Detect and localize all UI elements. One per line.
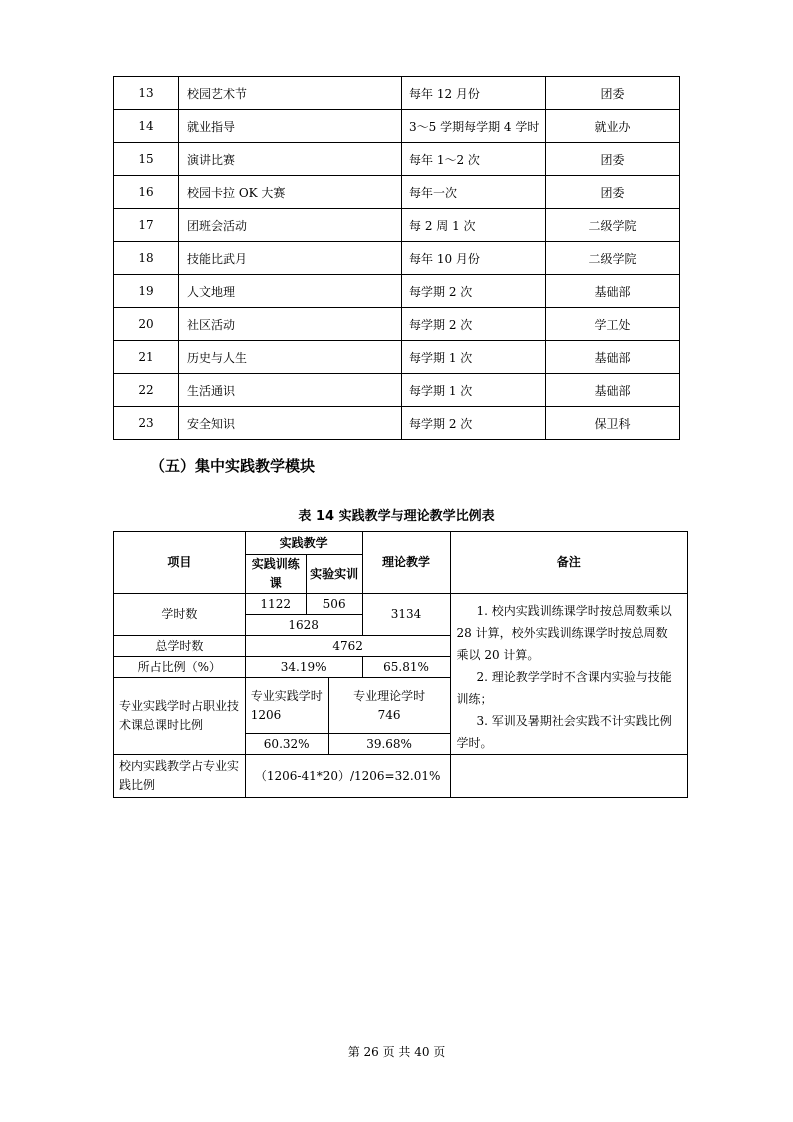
- activity-frequency: 每学期 2 次: [402, 308, 546, 341]
- total-hours: 4762: [245, 636, 450, 657]
- hours-label: 学时数: [114, 594, 246, 636]
- activity-number: 18: [114, 242, 179, 275]
- section-heading: （五）集中实践教学模块: [150, 457, 316, 475]
- activity-number: 13: [114, 77, 179, 110]
- activity-frequency: 每学期 1 次: [402, 341, 546, 374]
- activity-department: 二级学院: [546, 209, 680, 242]
- activity-name: 就业指导: [179, 110, 402, 143]
- header-practice: 实践教学: [245, 532, 362, 555]
- activity-department: 基础部: [546, 341, 680, 374]
- activity-number: 19: [114, 275, 179, 308]
- total-label: 总学时数: [114, 636, 246, 657]
- activity-number: 14: [114, 110, 179, 143]
- activity-row: [114, 341, 680, 374]
- activity-name: 生活通识: [179, 374, 402, 407]
- ratio-label: 所占比例（%）: [114, 657, 246, 678]
- header-theory: 理论教学: [362, 532, 450, 594]
- activity-frequency: 每年 12 月份: [402, 77, 546, 110]
- campus-formula: （1206-41*20）/1206=32.01%: [245, 755, 450, 798]
- prof-practice-ratio: 60.32%: [245, 734, 328, 755]
- activity-row: [114, 143, 680, 176]
- activity-frequency: 每 2 周 1 次: [402, 209, 546, 242]
- prof-theory-ratio: 39.68%: [328, 734, 450, 755]
- activity-department: 就业办: [546, 110, 680, 143]
- training-hours: 1122: [245, 594, 306, 615]
- activity-row: [114, 308, 680, 341]
- activity-row: [114, 209, 680, 242]
- practice-total-hours: 1628: [245, 615, 362, 636]
- activity-name: 人文地理: [179, 275, 402, 308]
- experiment-hours: 506: [306, 594, 362, 615]
- page-footer: 第 26 页 共 40 页: [347, 1045, 446, 1059]
- practice-ratio: 34.19%: [245, 657, 362, 678]
- activity-department: 基础部: [546, 374, 680, 407]
- header-item: 项目: [114, 532, 246, 594]
- activity-name: 安全知识: [179, 407, 402, 440]
- professional-label: 专业实践学时占职业技术课总课时比例: [114, 678, 246, 755]
- header-practice-training: 实践训练课: [245, 555, 306, 594]
- prof-theory-cell: [328, 678, 450, 734]
- activity-department: 保卫科: [546, 407, 680, 440]
- activity-number: 21: [114, 341, 179, 374]
- header-remarks: 备注: [450, 532, 688, 594]
- remarks-notes: [450, 594, 688, 755]
- activity-frequency: 每学期 1 次: [402, 374, 546, 407]
- activity-table: [113, 76, 680, 440]
- table-caption: 表 14 实践教学与理论教学比例表: [298, 509, 495, 524]
- activity-number: 22: [114, 374, 179, 407]
- activity-department: 基础部: [546, 275, 680, 308]
- activity-number: 23: [114, 407, 179, 440]
- practice-theory-ratio-table: [113, 531, 688, 798]
- activity-name: 历史与人生: [179, 341, 402, 374]
- activity-name: 团班会活动: [179, 209, 402, 242]
- campus-remarks-empty: [450, 755, 688, 798]
- activity-frequency: 3～5 学期每学期 4 学时: [402, 110, 546, 143]
- activity-name: 技能比武月: [179, 242, 402, 275]
- activity-frequency: 每年一次: [402, 176, 546, 209]
- activity-frequency: 每年 10 月份: [402, 242, 546, 275]
- activity-row: [114, 242, 680, 275]
- note-1: 1. 校内实践训练课学时按总周数乘以 28 计算，校外实践训练课学时按总周数乘以 20 计算。: [456, 604, 672, 662]
- activity-frequency: 每学期 2 次: [402, 407, 546, 440]
- prof-theory-hours: 746: [377, 707, 401, 722]
- theory-hours: 3134: [362, 594, 450, 636]
- activity-frequency: 每年 1～2 次: [402, 143, 546, 176]
- activity-department: 团委: [546, 77, 680, 110]
- header-practice-experiment: 实验实训: [306, 555, 362, 594]
- activity-department: 学工处: [546, 308, 680, 341]
- activity-name: 校园艺术节: [179, 77, 402, 110]
- activity-department: 团委: [546, 143, 680, 176]
- activity-number: 16: [114, 176, 179, 209]
- activity-row: [114, 374, 680, 407]
- prof-practice-text: 专业实践学时 1206: [245, 678, 328, 734]
- activity-name: 校园卡拉 OK 大赛: [179, 176, 402, 209]
- activity-number: 20: [114, 308, 179, 341]
- activity-department: 团委: [546, 176, 680, 209]
- activity-number: 17: [114, 209, 179, 242]
- activity-name: 演讲比赛: [179, 143, 402, 176]
- note-2: 2. 理论教学学时不含课内实验与技能训练；: [456, 670, 672, 706]
- activity-row: [114, 110, 680, 143]
- theory-ratio: 65.81%: [362, 657, 450, 678]
- activity-row: [114, 176, 680, 209]
- campus-label: 校内实践教学占专业实践比例: [114, 755, 246, 798]
- activity-number: 15: [114, 143, 179, 176]
- activity-frequency: 每学期 2 次: [402, 275, 546, 308]
- activity-department: 二级学院: [546, 242, 680, 275]
- activity-name: 社区活动: [179, 308, 402, 341]
- activity-row: [114, 275, 680, 308]
- note-3: 3. 军训及暑期社会实践不计实践比例学时。: [456, 714, 672, 750]
- activity-row: [114, 407, 680, 440]
- prof-theory-label: 专业理论学时: [353, 688, 426, 703]
- activity-row: [114, 77, 680, 110]
